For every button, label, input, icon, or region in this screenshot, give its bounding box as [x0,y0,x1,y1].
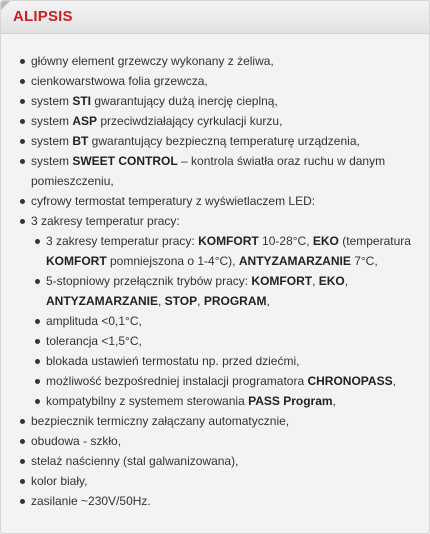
list-item: obudowa - szkło, [20,431,421,451]
product-title: ALIPSIS [13,8,73,25]
panel-header [1,1,429,34]
list-item: system ASP przeciwdziałający cyrkulacji kurzu, [20,111,421,131]
list-item: główny element grzewczy wykonany z żeliwa, [20,51,421,71]
sub-list-item: amplituda <0,1°C, [35,311,421,331]
list-item: cienkowarstwowa folia grzewcza, [20,71,421,91]
sub-list-item: możliwość bezpośredniej instalacji programatora CHRONOPASS, [35,371,421,391]
corner-fold-icon [1,1,10,10]
sub-list-item: blokada ustawień termostatu np. przed dziećmi, [35,351,421,371]
list-item: system STI gwarantujący dużą inercję cieplną, [20,91,421,111]
list-item: system BT gwarantujący bezpieczną temperaturę urządzenia, [20,131,421,151]
sub-list-item: 5-stopniowy przełącznik trybów pracy: KOMFORT, EKO, ANTYZAMARZANIE, STOP, PROGRAM, [35,271,421,311]
sub-feature-list [31,231,421,411]
list-item: 3 zakresy temperatur pracy: 3 zakresy temperatur pracy: KOMFORT 10-28°C, EKO (temperatura KOMFORT pomniejszona o 1-4°C), ANTYZAMARZANIE 7°C, 5-stopniowy przełącznik trybów pracy: KOMFORT, EKO, ANTYZAMARZANIE, STOP, PROGRAM, amplituda <0,1°C, tolerancja <1,5°C, blokada ustawień termostatu np. przed dziećmi, możliwość bezpośredniej instalacji programatora CHRONOPASS, kompatybilny z systemem sterowania PASS Program, [20,211,421,411]
sub-list-item: 3 zakresy temperatur pracy: KOMFORT 10-28°C, EKO (temperatura KOMFORT pomniejszona o 1-4°C), ANTYZAMARZANIE 7°C, [35,231,421,271]
list-item: system SWEET CONTROL – kontrola światła oraz ruchu w danym pomieszczeniu, [20,151,421,191]
sub-list-item: tolerancja <1,5°C, [35,331,421,351]
list-item: stelaż naścienny (stal galwanizowana), [20,451,421,471]
list-item: bezpiecznik termiczny załączany automatycznie, [20,411,421,431]
list-item: zasilanie ~230V/50Hz. [20,491,421,511]
list-item: kolor biały, [20,471,421,491]
feature-list [1,34,429,511]
list-item: cyfrowy termostat temperatury z wyświetlaczem LED: [20,191,421,211]
panel-content [1,34,429,533]
sub-list-item: kompatybilny z systemem sterowania PASS Program, [35,391,421,411]
